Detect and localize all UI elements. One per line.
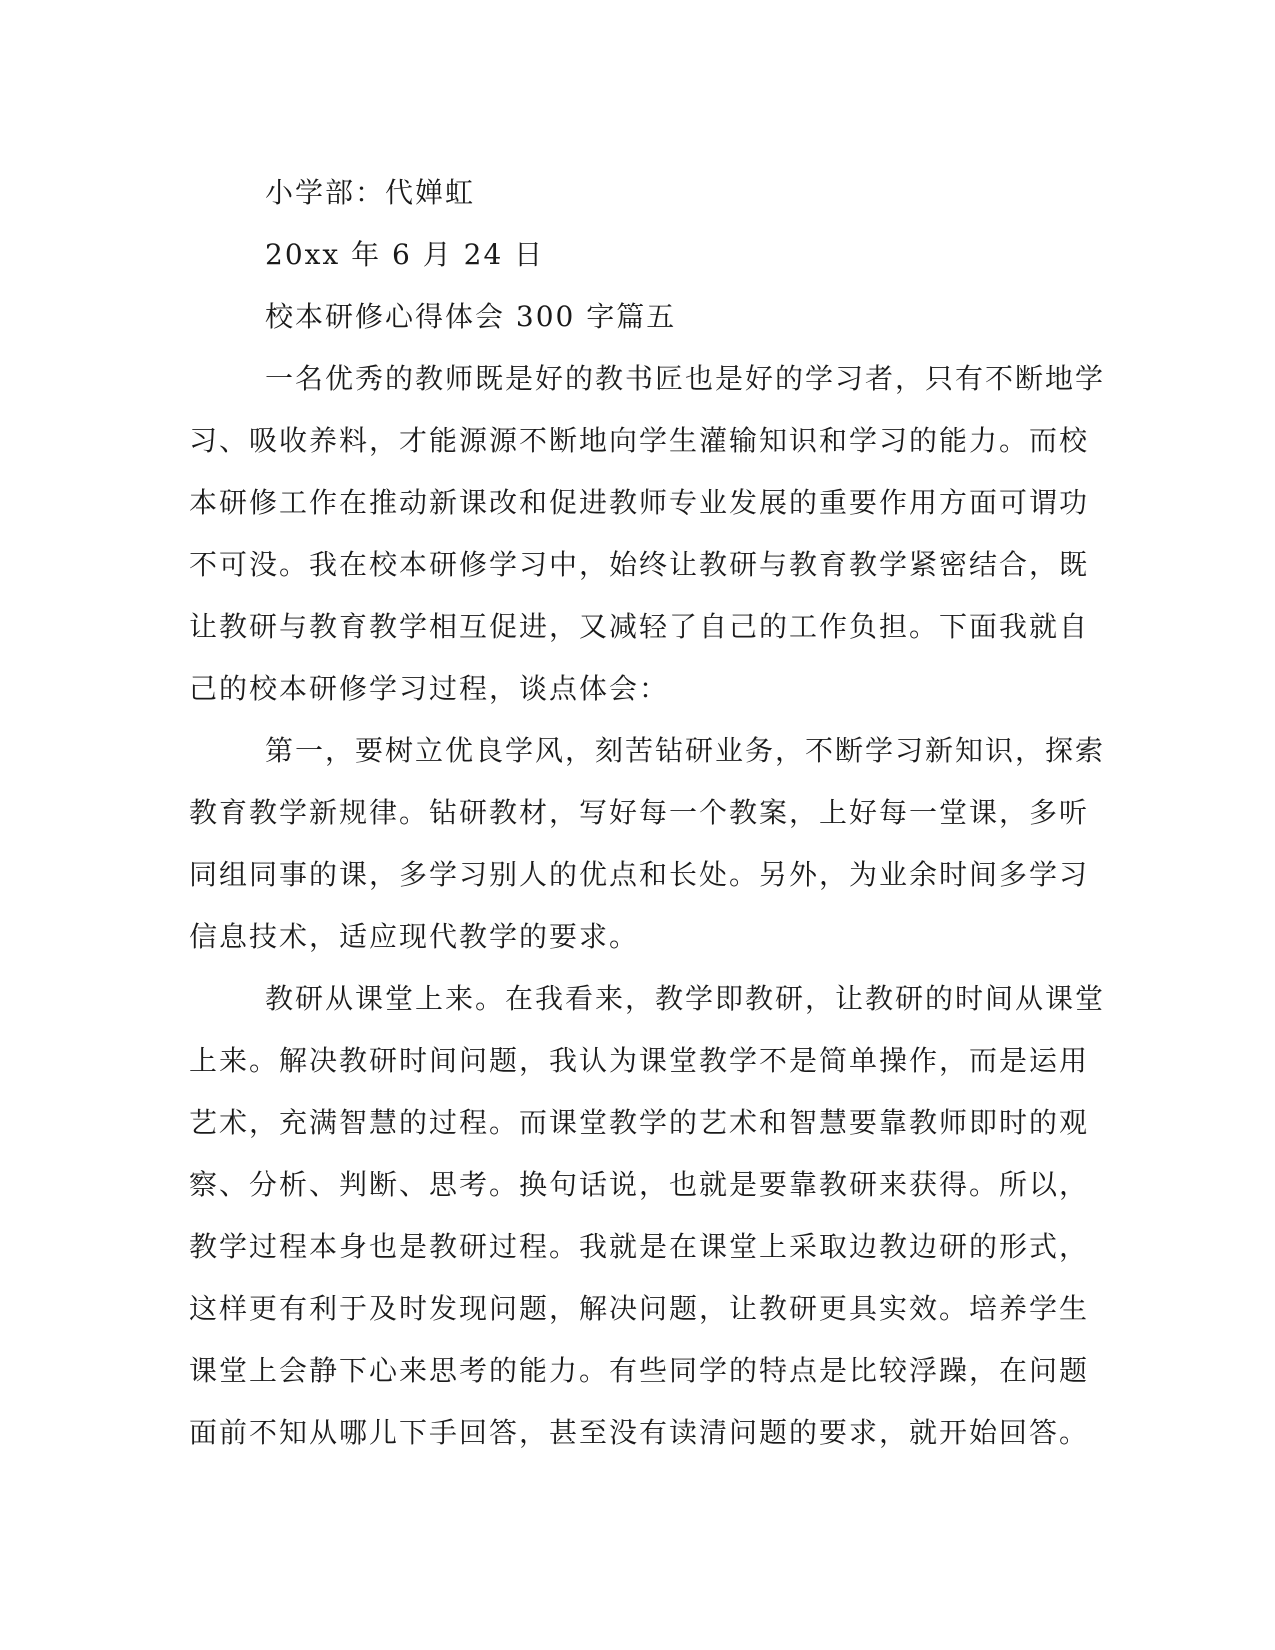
paragraph-line: 察、分析、判断、思考。换句话说，也就是要靠教研来获得。所以， — [189, 1168, 1090, 1201]
paragraph-line: 艺术，充满智慧的过程。而课堂教学的艺术和智慧要靠教师即时的观 — [189, 1106, 1090, 1139]
paragraph-line: 面前不知从哪儿下手回答，甚至没有读清问题的要求，就开始回答。 — [189, 1416, 1090, 1449]
paragraph-line: 本研修工作在推动新课改和促进教师专业发展的重要作用方面可谓功 — [189, 486, 1090, 519]
document-body — [189, 162, 1106, 1464]
paragraph-line: 己的校本研修学习过程，谈点体会： — [189, 672, 670, 705]
paragraph-line: 课堂上会静下心来思考的能力。有些同学的特点是比较浮躁，在问题 — [189, 1354, 1090, 1387]
paragraph-line: 一名优秀的教师既是好的教书匠也是好的学习者，只有不断地学 — [265, 362, 1106, 395]
paragraph-line: 同组同事的课，多学习别人的优点和长处。另外，为业余时间多学习 — [189, 858, 1090, 891]
paragraph-line: 教研从课堂上来。在我看来，教学即教研，让教研的时间从课堂 — [265, 982, 1106, 1015]
paragraph-line: 上来。解决教研时间问题，我认为课堂教学不是简单操作，而是运用 — [189, 1044, 1090, 1077]
paragraph-line: 习、吸收养料，才能源源不断地向学生灌输知识和学习的能力。而校 — [189, 424, 1090, 457]
date-line: 20xx 年 6 月 24 日 — [265, 238, 545, 271]
paragraph-line: 第一，要树立优良学风，刻苦钻研业务，不断学习新知识，探索 — [265, 734, 1106, 767]
paragraph-line: 不可没。我在校本研修学习中，始终让教研与教育教学紧密结合，既 — [189, 548, 1090, 581]
paragraph-line: 让教研与教育教学相互促进，又减轻了自己的工作负担。下面我就自 — [189, 610, 1090, 643]
author-line: 小学部：代婵虹 — [265, 176, 476, 209]
paragraph-line: 教育教学新规律。钻研教材，写好每一个教案，上好每一堂课，多听 — [189, 796, 1090, 829]
paragraph-line: 这样更有利于及时发现问题，解决问题，让教研更具实效。培养学生 — [189, 1292, 1090, 1325]
paragraph-line: 信息技术，适应现代教学的要求。 — [189, 920, 640, 953]
paragraph-line: 教学过程本身也是教研过程。我就是在课堂上采取边教边研的形式， — [189, 1230, 1090, 1263]
section-title: 校本研修心得体会 300 字篇五 — [265, 300, 677, 333]
